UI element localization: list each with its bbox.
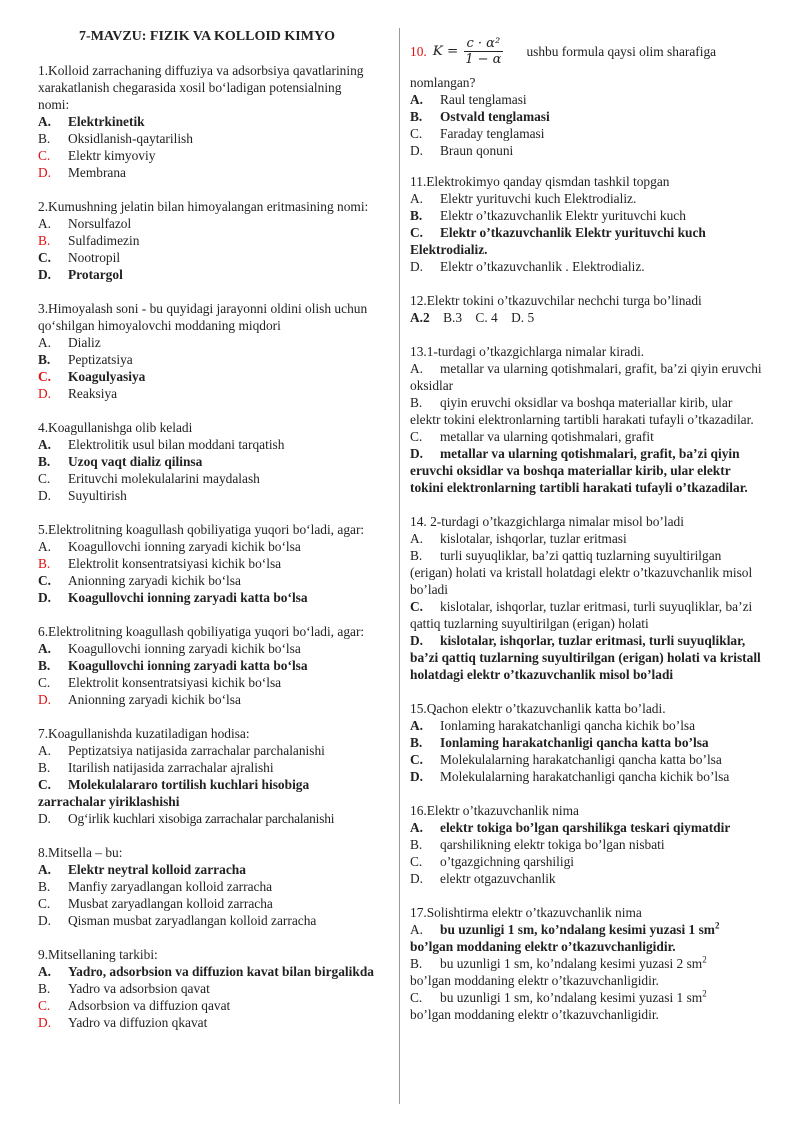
option-text: Elektrolit konsentratsiyasi kichik bo‘lsa [68, 556, 282, 571]
question-10-options [410, 91, 765, 159]
option-letter: B. [410, 395, 423, 410]
column-divider [399, 28, 400, 1104]
option-letter: D. [38, 590, 52, 605]
answer-option [410, 108, 765, 125]
answer-option [38, 742, 376, 759]
option-letter: D. [38, 165, 52, 180]
answer-option [38, 997, 376, 1014]
answer-option [410, 853, 765, 870]
question-stem: 5.Elektrolitning koagullash qobiliyatiga yuqori bo‘ladi, agar: [38, 522, 365, 537]
option-text: Og‘irlik kuchlari xisobiga zarrachalar parchalanishi [68, 811, 335, 826]
answer-option [410, 125, 765, 142]
question-stem: 13.1-turdagi o’tkazgichlarga nimalar kiradi. [410, 344, 645, 359]
option-text: Suyultirish [68, 488, 127, 503]
option-text: Elektr yurituvchi kuch Elektrodializ. [440, 191, 637, 206]
answer-option [410, 142, 765, 159]
question [410, 513, 765, 683]
option-letter: C. [38, 675, 51, 690]
superscript: 2 [702, 988, 707, 999]
question-stem: 16.Elektr o’tkazuvchanlik nima [410, 803, 579, 818]
option-text: Ionlaming harakatchanligi qancha katta bo’lsa [440, 735, 709, 750]
answer-option [38, 436, 376, 453]
option-letter: C. [38, 998, 51, 1013]
option-letter: B. [38, 233, 51, 248]
option-letter: A. [410, 531, 424, 546]
right-questions [410, 173, 765, 275]
option-letter: D. [38, 267, 52, 282]
answer-option [410, 428, 765, 445]
option-text: Norsulfazol [68, 216, 132, 231]
option-text: Erituvchi molekulalarini maydalash [68, 471, 260, 486]
answer-option [38, 232, 376, 249]
option-text: kislotalar, ishqorlar, tuzlar eritmasi [440, 531, 627, 546]
answer-option [38, 657, 376, 674]
option-text: Koagullovchi ionning zaryadi katta bo‘lsa [68, 590, 308, 605]
option-text: Anionning zaryadi kichik bo‘lsa [68, 573, 241, 588]
option-letter: D. [38, 488, 52, 503]
option-letter: D. [410, 871, 424, 886]
answer-option [38, 470, 376, 487]
option-text: Manfiy zaryadlangan kolloid zarracha [68, 879, 273, 894]
option-text: Sulfadimezin [68, 233, 140, 248]
question-stem: 8.Mitsella – bu: [38, 845, 123, 860]
option-letter: C. [38, 471, 51, 486]
superscript: 2 [702, 954, 707, 965]
question-stem: 6.Elektrolitning koagullash qobiliyatiga yuqori bo‘ladi, agar: [38, 624, 365, 639]
option-text: Anionning zaryadi kichik bo‘lsa [68, 692, 241, 707]
option-text: bu uzunligi 1 sm, ko’ndalang kesimi yuzasi 1 sm [440, 990, 703, 1005]
option-text: Elektr kimyoviy [68, 148, 156, 163]
question-stem: 2.Kumushning jelatin bilan himoyalangan eritmasining nomi: [38, 199, 369, 214]
option-letter: B. [410, 956, 423, 971]
answer-option: C. 4 [475, 310, 498, 325]
option-text: Molekulalararo tortilish kuchlari hisobiga zarrachalar yiriklashishi [38, 777, 310, 809]
option-letter: D. [38, 692, 52, 707]
answer-option [38, 759, 376, 776]
answer-option [38, 674, 376, 691]
answer-option [38, 895, 376, 912]
option-letter: B. [38, 556, 51, 571]
option-text: o’tgazgichning qarshiligi [440, 854, 575, 869]
option-text: Koagullovchi ionning zaryadi kichik bo‘lsa [68, 641, 301, 656]
question [38, 844, 376, 929]
option-letter: D. [38, 913, 52, 928]
question [38, 419, 376, 504]
option-letter: C. [410, 126, 423, 141]
option-letter: D. [38, 811, 51, 826]
option-text: metallar va ularning qotishmalari, grafit, ba’zi qiyin eruvchi oksidlar va boshqa materiallar kirib, ular elektr tokini elektronlarning tartibli harakati tufayli o’tkazadilar. [410, 446, 748, 495]
option-text: Yadro va diffuzion qkavat [68, 1015, 208, 1030]
answer-option [410, 360, 765, 394]
option-letter: A. [410, 718, 424, 733]
option-letter: C. [38, 777, 52, 792]
answer-option [410, 258, 765, 275]
option-text: metallar va ularning qotishmalari, grafit, ba’zi qiyin eruvchi oksidlar [410, 361, 762, 393]
answer-option [38, 810, 376, 827]
answer-option: A.2 [410, 310, 430, 325]
option-text: metallar va ularning qotishmalari, grafit [440, 429, 654, 444]
question [410, 173, 765, 275]
answer-option [38, 1014, 376, 1031]
option-text: Musbat zaryadlangan kolloid zarracha [68, 896, 273, 911]
answer-option [38, 861, 376, 878]
answer-option [38, 555, 376, 572]
option-text: bo’lgan moddaning elektr o’tkazuvchanligidir. [410, 939, 676, 954]
superscript: 2 [714, 920, 720, 931]
answer-option [38, 147, 376, 164]
answer-option [410, 717, 765, 734]
question-stem: 9.Mitsellaning tarkibi: [38, 947, 158, 962]
option-text: Elektr o’tkazuvchanlik Elektr yurituvchi kuch Elektrodializ. [410, 225, 706, 257]
option-text: Peptizatsiya [68, 352, 133, 367]
option-text: Qisman musbat zaryadlangan kolloid zarracha [68, 913, 317, 928]
option-letter: D. [410, 446, 424, 461]
answer-option [38, 453, 376, 470]
option-letter: A. [38, 743, 52, 758]
option-letter: B. [410, 548, 423, 563]
right-column [410, 28, 765, 1040]
option-text: Yadro, adsorbsion va diffuzion kavat bilan birgalikda [68, 964, 374, 979]
option-letter: B. [38, 658, 51, 673]
option-text: Adsorbsion va diffuzion qavat [68, 998, 231, 1013]
option-letter: A. [410, 191, 424, 206]
question-stem: 11.Elektrokimyo qanday qismdan tashkil topgan [410, 174, 670, 189]
option-letter: C. [410, 599, 424, 614]
answer-option [410, 734, 765, 751]
question-stem: 3.Himoyalash soni - bu quyidagi jarayonni oldini olish uchun qo‘shilgan himoyalovchi moddaning miqdori [38, 301, 368, 333]
answer-option: D. 5 [511, 310, 535, 325]
option-text: kislotalar, ishqorlar, tuzlar eritmasi, turli suyuqliklar, ba’zi qattiq tuzlarning suyultirilgan (erigan) holati [410, 599, 753, 631]
answer-option [410, 224, 765, 258]
answer-option [410, 632, 765, 683]
answer-option [38, 487, 376, 504]
option-text: Uzoq vaqt dializ qilinsa [68, 454, 203, 469]
question [38, 300, 376, 402]
answer-option [410, 751, 765, 768]
option-letter: B. [410, 837, 423, 852]
option-letter: A. [38, 862, 52, 877]
answer-option [410, 207, 765, 224]
option-letter: C. [38, 250, 52, 265]
left-questions [38, 62, 376, 1031]
answer-option [38, 572, 376, 589]
question-stem: 15.Qachon elektr o’tkazuvchanlik katta bo’ladi. [410, 701, 666, 716]
formula-fraction [462, 36, 504, 67]
answer-option [38, 640, 376, 657]
question [38, 62, 376, 181]
option-text: Elektrkinetik [68, 114, 145, 129]
option-text: Elektr neytral kolloid zarracha [68, 862, 246, 877]
option-text: bu uzunligi 1 sm, ko’ndalang kesimi yuzasi 1 sm [440, 922, 715, 937]
left-column [38, 28, 376, 1048]
option-text: Braun qonuni [440, 143, 514, 158]
answer-option [38, 368, 376, 385]
answer-option [410, 819, 765, 836]
page-title: 7-MAVZU: FIZIK VA KOLLOID KIMYO [79, 29, 335, 44]
option-text: Itarilish natijasida zarrachalar ajralishi [68, 760, 274, 775]
answer-option [38, 351, 376, 368]
question-stem: 17.Solishtirma elektr o’tkazuvchanlik nima [410, 905, 642, 920]
question-stem: ushbu formula qaysi olim sharafiga [526, 43, 717, 59]
option-letter: A. [38, 114, 52, 129]
answer-option [38, 113, 376, 130]
question [38, 198, 376, 283]
option-letter: C. [410, 990, 423, 1005]
option-letter: A. [38, 964, 52, 979]
question [38, 521, 376, 606]
answer-option [38, 691, 376, 708]
answer-option: B.3 [443, 310, 463, 325]
option-letter: C. [38, 573, 52, 588]
option-letter: C. [38, 148, 51, 163]
option-text: bu uzunligi 1 sm, ko’ndalang kesimi yuzasi 2 sm [440, 956, 703, 971]
option-text: Peptizatsiya natijasida zarrachalar parchalanishi [68, 743, 325, 758]
option-text: Elektrolit konsentratsiyasi kichik bo‘lsa [68, 675, 282, 690]
option-letter: A. [38, 539, 52, 554]
answer-option [410, 768, 765, 785]
option-letter: A. [38, 437, 52, 452]
answer-option [410, 955, 765, 989]
question-12-options [410, 309, 765, 326]
option-letter: D. [410, 259, 424, 274]
answer-option [38, 589, 376, 606]
answer-option [38, 538, 376, 555]
option-text: Oksidlanish-qaytarilish [68, 131, 193, 146]
answer-option [410, 190, 765, 207]
option-letter: A. [410, 361, 424, 376]
option-text: Faraday tenglamasi [440, 126, 545, 141]
option-text: Koagullovchi ionning zaryadi katta bo‘lsa [68, 658, 308, 673]
formula-lhs: K = [432, 43, 459, 59]
option-text: bo’lgan moddaning elektr o’tkazuvchanligidir. [410, 1007, 659, 1022]
answer-option [410, 547, 765, 598]
question-12 [410, 292, 765, 326]
question-stem: 14. 2-turdagi o’tkazgichlarga nimalar misol bo’ladi [410, 514, 684, 529]
answer-option [410, 91, 765, 108]
answer-option [38, 164, 376, 181]
option-letter: A. [38, 216, 52, 231]
option-text: Elektr o’tkazuvchanlik . Elektrodializ. [440, 259, 645, 274]
question-stem-continuation: nomlangan? [410, 75, 476, 90]
option-letter: B. [38, 352, 51, 367]
question [410, 802, 765, 887]
option-letter: B. [38, 454, 51, 469]
right-questions-2 [410, 343, 765, 887]
option-letter: C. [410, 429, 423, 444]
option-text: Ostvald tenglamasi [440, 109, 550, 124]
question [38, 946, 376, 1031]
option-text: qiyin eruvchi oksidlar va boshqa materiallar kirib, ular elektr tokini elektronlarning tartibli harakati tufayli o’tkazadilar. [410, 395, 754, 427]
option-text: Membrana [68, 165, 127, 180]
question-stem: 1.Kolloid zarrachaning diffuziya va adsorbsiya qavatlarining xarakatlanish chegarasida xosil bo‘ladigan potensialning nomi: [38, 63, 364, 112]
option-text: Molekulalarning harakatchanligi qancha kichik bo’lsa [440, 769, 730, 784]
answer-option [410, 445, 765, 496]
option-text: qarshilikning elektr tokiga bo’lgan nisbati [440, 837, 665, 852]
option-letter: B. [410, 109, 423, 124]
question-17-options [410, 921, 765, 1023]
option-letter: A. [38, 335, 52, 350]
option-text: elektr otgazuvchanlik [440, 871, 556, 886]
answer-option [410, 989, 765, 1023]
question-10 [410, 28, 765, 159]
option-text: Ionlaming harakatchanligi qancha kichik bo’lsa [440, 718, 696, 733]
formula-denominator: 1 − α [465, 51, 502, 67]
answer-option [38, 334, 376, 351]
option-text: Molekulalarning harakatchanligi qancha katta bo’lsa [440, 752, 722, 767]
option-text: kislotalar, ishqorlar, tuzlar eritmasi, turli suyuqliklar, ba’zi qattiq tuzlarning suyultirilgan (erigan) holati va kristall holatdagi elektr o’tkazuvchanlik misol bo’ladi [410, 633, 761, 682]
option-letter: A. [410, 820, 424, 835]
answer-option [38, 878, 376, 895]
option-text: Elektr o’tkazuvchanlik Elektr yurituvchi kuch [440, 208, 686, 223]
answer-option [410, 394, 765, 428]
question-17 [410, 904, 765, 1023]
option-letter: B. [38, 981, 51, 996]
option-letter: C. [410, 225, 424, 240]
option-letter: D. [410, 769, 424, 784]
answer-option [38, 130, 376, 147]
question-number: 10. [410, 43, 427, 59]
option-letter: A. [410, 92, 424, 107]
option-letter: C. [410, 854, 423, 869]
option-letter: A. [410, 922, 424, 937]
answer-option [410, 921, 765, 955]
option-text: Reaksiya [68, 386, 118, 401]
option-text: Koagulyasiya [68, 369, 146, 384]
question-stem: 12.Elektr tokini o’tkazuvchilar nechchi turga bo’linadi [410, 293, 702, 308]
option-text: Nootropil [68, 250, 121, 265]
question [38, 725, 376, 827]
option-letter: B. [410, 208, 423, 223]
answer-option [410, 836, 765, 853]
question-stem: 4.Koagullanishga olib keladi [38, 420, 193, 435]
option-letter: D. [410, 143, 424, 158]
option-letter: B. [38, 879, 51, 894]
answer-option [38, 215, 376, 232]
answer-option [38, 266, 376, 283]
option-letter: B. [410, 735, 423, 750]
answer-option [38, 963, 376, 980]
option-text: Elektrolitik usul bilan moddani tarqatish [68, 437, 285, 452]
answer-option [38, 912, 376, 929]
option-text: Yadro va adsorbsion qavat [68, 981, 210, 996]
question [38, 623, 376, 708]
option-letter: A. [38, 641, 52, 656]
answer-option [38, 249, 376, 266]
option-text: Koagullovchi ionning zaryadi kichik bo‘lsa [68, 539, 301, 554]
answer-option [38, 980, 376, 997]
option-letter: B. [38, 131, 51, 146]
answer-option [410, 870, 765, 887]
option-text: Dializ [68, 335, 101, 350]
option-letter: C. [38, 369, 52, 384]
option-text: bo’lgan moddaning elektr o’tkazuvchanligidir. [410, 973, 659, 988]
option-letter: B. [38, 760, 51, 775]
option-text: Protargol [68, 267, 123, 282]
answer-option [410, 530, 765, 547]
question [410, 343, 765, 496]
option-text: elektr tokiga bo’lgan qarshilikga teskari qiymatdir [440, 820, 731, 835]
formula-numerator: c · α² [464, 36, 504, 52]
option-letter: C. [410, 752, 424, 767]
option-letter: D. [410, 633, 424, 648]
option-letter: C. [38, 896, 51, 911]
option-letter: D. [38, 1015, 52, 1030]
option-text: turli suyuqliklar, ba’zi qattiq tuzlarning suyultirilgan (erigan) holati va kristall holatdagi elektr o’tkazuvchanlik misol bo’ladi [410, 548, 753, 597]
answer-option [410, 598, 765, 632]
answer-option [38, 776, 376, 810]
question [410, 700, 765, 785]
option-text: Raul tenglamasi [440, 92, 527, 107]
question-stem: 7.Koagullanishda kuzatiladigan hodisa: [38, 726, 250, 741]
formula-line [410, 28, 765, 74]
option-letter: D. [38, 386, 52, 401]
answer-option [38, 385, 376, 402]
